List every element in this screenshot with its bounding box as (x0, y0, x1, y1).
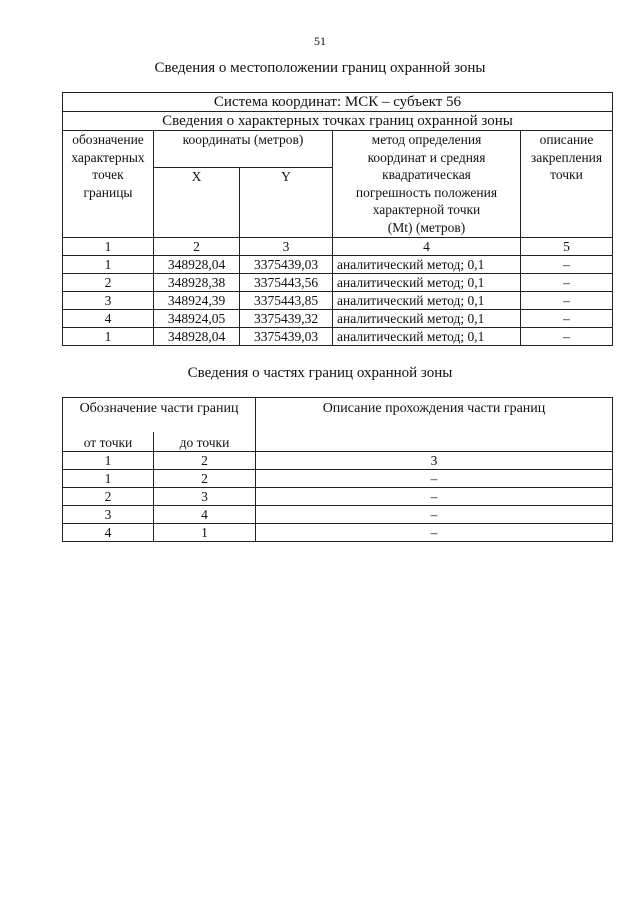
heading-parts: Сведения о частях границ охранной зоны (187, 365, 453, 381)
column-number: 5 (521, 238, 613, 256)
col-designation-header: обозначение характерных точек границы (63, 131, 154, 238)
point-cell: 1 (63, 256, 154, 274)
from-cell: 3 (63, 506, 154, 524)
col-method-header: метод определения координат и средняя квадратическая погрешность положения характерной точки (Mt) (метров) (333, 131, 521, 238)
desc-cell: – (256, 488, 613, 506)
col-part-description-header: Описание прохождения части границ (256, 398, 613, 452)
desc-cell: – (521, 310, 613, 328)
to-cell: 3 (154, 488, 256, 506)
col-description-header: описание закрепления точки (521, 131, 613, 238)
x-cell: 348928,04 (154, 256, 240, 274)
point-cell: 2 (63, 274, 154, 292)
col-part-header: Обозначение части границ (63, 398, 256, 433)
desc-cell: – (256, 524, 613, 542)
heading-location: Сведения о местоположении границ охранной зоны (154, 60, 486, 76)
points-table (62, 92, 613, 346)
y-cell: 3375439,03 (240, 328, 333, 346)
from-cell: 2 (63, 488, 154, 506)
desc-cell: – (521, 292, 613, 310)
parts-table (62, 397, 613, 542)
col-to-header: до точки (154, 432, 256, 452)
col-from-header: от точки (63, 432, 154, 452)
x-cell: 348924,05 (154, 310, 240, 328)
method-cell: аналитический метод; 0,1 (333, 328, 521, 346)
coordinate-system: Система координат: МСК – субъект 56 (63, 93, 613, 112)
table-row (63, 256, 613, 274)
table-row (63, 524, 613, 542)
point-cell: 4 (63, 310, 154, 328)
table-row (63, 310, 613, 328)
y-cell: 3375439,03 (240, 256, 333, 274)
desc-cell: – (256, 506, 613, 524)
column-number: 2 (154, 238, 240, 256)
column-number: 3 (240, 238, 333, 256)
method-cell: аналитический метод; 0,1 (333, 310, 521, 328)
x-cell: 348928,04 (154, 328, 240, 346)
table-row (63, 292, 613, 310)
to-cell: 1 (154, 524, 256, 542)
column-number: 3 (256, 452, 613, 470)
method-cell: аналитический метод; 0,1 (333, 292, 521, 310)
desc-cell: – (521, 328, 613, 346)
col-x-header: X (154, 168, 240, 238)
x-cell: 348924,39 (154, 292, 240, 310)
points-table-title: Сведения о характерных точках границ охранной зоны (63, 112, 613, 131)
y-cell: 3375443,56 (240, 274, 333, 292)
from-cell: 4 (63, 524, 154, 542)
col-y-header: Y (240, 168, 333, 238)
method-cell: аналитический метод; 0,1 (333, 274, 521, 292)
column-number: 1 (63, 238, 154, 256)
point-cell: 3 (63, 292, 154, 310)
desc-cell: – (521, 274, 613, 292)
from-cell: 1 (63, 470, 154, 488)
column-number: 1 (63, 452, 154, 470)
col-coordinates-header: координаты (метров) (154, 131, 333, 168)
table-row (63, 274, 613, 292)
column-number: 2 (154, 452, 256, 470)
table-row (63, 488, 613, 506)
table-row (63, 328, 613, 346)
desc-cell: – (521, 256, 613, 274)
to-cell: 2 (154, 470, 256, 488)
y-cell: 3375443,85 (240, 292, 333, 310)
page-number: 51 (314, 34, 326, 48)
y-cell: 3375439,32 (240, 310, 333, 328)
x-cell: 348928,38 (154, 274, 240, 292)
column-number: 4 (333, 238, 521, 256)
to-cell: 4 (154, 506, 256, 524)
method-cell: аналитический метод; 0,1 (333, 256, 521, 274)
point-cell: 1 (63, 328, 154, 346)
table-row (63, 470, 613, 488)
desc-cell: – (256, 470, 613, 488)
table-row (63, 506, 613, 524)
